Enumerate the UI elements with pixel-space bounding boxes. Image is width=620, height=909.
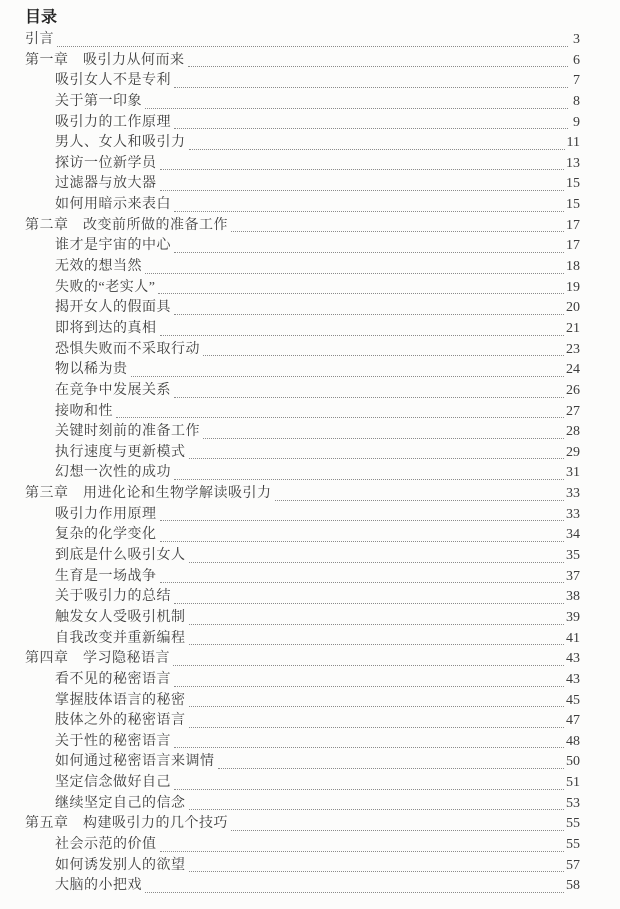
toc-entry-label: 恐惧失败而不采取行动 [55, 341, 200, 357]
dot-leader [203, 355, 564, 356]
dot-leader [189, 149, 565, 150]
toc-chapter-row [25, 649, 580, 670]
toc-entry-page: 8 [573, 93, 580, 109]
toc-entry-page: 19 [566, 279, 580, 295]
toc-entry-label: 触发女人受吸引机制 [55, 609, 186, 625]
dot-leader [160, 541, 565, 542]
toc-entry-page: 35 [566, 548, 580, 564]
dot-leader [160, 169, 565, 170]
toc-section-row [25, 546, 580, 567]
toc-section-row [25, 752, 580, 773]
dot-leader [158, 293, 564, 294]
dot-leader [203, 438, 564, 439]
toc-entry-page: 17 [566, 217, 580, 233]
dot-leader [189, 871, 565, 872]
toc-entry-page: 51 [566, 775, 580, 791]
toc-entry-page: 41 [566, 630, 580, 646]
dot-leader [174, 87, 568, 88]
toc-entry-label: 复杂的化学变化 [55, 527, 157, 543]
dot-leader [174, 211, 564, 212]
dot-leader [160, 190, 565, 191]
toc-entry-page: 57 [566, 857, 580, 873]
toc-chapter-row [25, 814, 580, 835]
toc-entry-page: 33 [566, 486, 580, 502]
toc-section-row [25, 629, 580, 650]
toc-section-row [25, 835, 580, 856]
dot-leader [174, 603, 564, 604]
toc-entry-page: 27 [566, 403, 580, 419]
toc-entry-label: 执行速度与更新模式 [55, 444, 186, 460]
toc-entry-page: 43 [566, 671, 580, 687]
dot-leader [145, 892, 564, 893]
toc-entry-page: 38 [566, 589, 580, 605]
dot-leader [131, 376, 565, 377]
toc-entry-label: 过滤器与放大器 [55, 176, 157, 192]
toc-entry-page: 37 [566, 568, 580, 584]
toc-entry-page: 3 [573, 32, 580, 47]
toc-section-row [25, 340, 580, 361]
dot-leader [189, 809, 565, 810]
toc-entry-label: 肢体之外的秘密语言 [55, 713, 186, 729]
toc-entry-page: 13 [566, 155, 580, 171]
dot-leader [174, 789, 564, 790]
toc-entry-page: 33 [566, 506, 580, 522]
dot-leader [189, 458, 565, 459]
dot-leader [231, 830, 564, 831]
toc-entry-page: 45 [566, 692, 580, 708]
dot-leader [189, 644, 565, 645]
toc-entry-page: 34 [566, 527, 580, 543]
toc-entry-label: 社会示范的价值 [55, 836, 157, 852]
toc-section-row [25, 587, 580, 608]
dot-leader [189, 727, 565, 728]
toc-entry-label: 失败的“老实人” [55, 279, 156, 295]
toc-entry-label: 大脑的小把戏 [55, 878, 142, 894]
toc-section-row [25, 360, 580, 381]
toc-section-row [25, 422, 580, 443]
toc-section-row [25, 773, 580, 794]
toc-section-row [25, 236, 580, 257]
dot-leader [188, 66, 569, 67]
dot-leader [173, 665, 564, 666]
toc-entry-page: 9 [573, 114, 580, 130]
toc-list [25, 30, 580, 897]
dot-leader [189, 562, 565, 563]
toc-section-row [25, 319, 580, 340]
toc-section-row [25, 381, 580, 402]
dot-leader [189, 706, 565, 707]
toc-entry-label: 谁才是宇宙的中心 [55, 238, 171, 254]
toc-entry-page: 18 [566, 259, 580, 275]
toc-entry-label: 关于吸引力的总结 [55, 589, 171, 605]
toc-entry-page: 7 [573, 73, 580, 89]
toc-entry-page: 29 [566, 444, 580, 460]
toc-entry-label: 如何用暗示来表白 [55, 197, 171, 213]
toc-entry-page: 55 [566, 816, 580, 832]
toc-section-row [25, 505, 580, 526]
toc-entry-label: 第一章 吸引力从何而来 [25, 52, 185, 68]
toc-entry-page: 31 [566, 465, 580, 481]
dot-leader [174, 128, 568, 129]
toc-section-row [25, 876, 580, 897]
toc-entry-page: 50 [566, 754, 580, 770]
toc-section-row [25, 133, 580, 154]
toc-entry-label: 吸引女人不是专利 [55, 73, 171, 89]
toc-entry-page: 11 [566, 135, 580, 151]
toc-entry-label: 第三章 用进化论和生物学解读吸引力 [25, 486, 272, 502]
toc-entry-label: 在竞争中发展关系 [55, 382, 171, 398]
toc-section-row [25, 856, 580, 877]
toc-chapter-row [25, 30, 580, 51]
dot-leader [174, 747, 564, 748]
dot-leader [174, 686, 564, 687]
toc-section-row [25, 402, 580, 423]
toc-chapter-row [25, 216, 580, 237]
toc-entry-page: 15 [566, 197, 580, 213]
toc-section-row [25, 608, 580, 629]
toc-entry-label: 无效的想当然 [55, 259, 142, 275]
toc-section-row [25, 711, 580, 732]
toc-entry-label: 物以稀为贵 [55, 362, 128, 378]
toc-entry-label: 继续坚定自己的信念 [55, 795, 186, 811]
dot-leader [160, 582, 565, 583]
toc-entry-page: 43 [566, 651, 580, 667]
toc-section-row [25, 670, 580, 691]
toc-section-row [25, 174, 580, 195]
toc-section-row [25, 525, 580, 546]
toc-chapter-row [25, 51, 580, 72]
toc-entry-label: 吸引力的工作原理 [55, 114, 171, 130]
toc-entry-label: 男人、女人和吸引力 [55, 135, 186, 151]
dot-leader [57, 46, 568, 47]
toc-entry-label: 第五章 构建吸引力的几个技巧 [25, 816, 228, 832]
dot-leader [174, 314, 564, 315]
toc-entry-page: 58 [566, 878, 580, 894]
toc-section-row [25, 298, 580, 319]
toc-section-row [25, 463, 580, 484]
toc-entry-page: 6 [573, 52, 580, 68]
toc-entry-label: 关于第一印象 [55, 93, 142, 109]
dot-leader [160, 520, 565, 521]
toc-entry-label: 生育是一场战争 [55, 568, 157, 584]
toc-section-row [25, 257, 580, 278]
toc-entry-page: 20 [566, 300, 580, 316]
dot-leader [145, 273, 564, 274]
toc-section-row [25, 278, 580, 299]
toc-section-row [25, 92, 580, 113]
toc-entry-label: 幻想一次性的成功 [55, 465, 171, 481]
toc-entry-label: 即将到达的真相 [55, 320, 157, 336]
toc-chapter-row [25, 484, 580, 505]
toc-entry-page: 28 [566, 424, 580, 440]
toc-entry-label: 第四章 学习隐秘语言 [25, 651, 170, 667]
toc-entry-page: 15 [566, 176, 580, 192]
toc-entry-page: 24 [566, 362, 580, 378]
toc-entry-page: 39 [566, 609, 580, 625]
toc-section-row [25, 195, 580, 216]
toc-section-row [25, 71, 580, 92]
page-title: 目录 [25, 9, 58, 26]
toc-entry-page: 26 [566, 382, 580, 398]
toc-entry-page: 17 [566, 238, 580, 254]
toc-section-row [25, 794, 580, 815]
toc-entry-label: 如何诱发别人的欲望 [55, 857, 186, 873]
dot-leader [174, 479, 564, 480]
dot-leader [160, 851, 565, 852]
toc-entry-label: 关键时刻前的准备工作 [55, 424, 200, 440]
toc-entry-label: 第二章 改变前所做的准备工作 [25, 217, 228, 233]
toc-section-row [25, 443, 580, 464]
toc-entry-page: 47 [566, 713, 580, 729]
toc-entry-label: 到底是什么吸引女人 [55, 548, 186, 564]
dot-leader [160, 335, 565, 336]
toc-entry-page: 55 [566, 836, 580, 852]
dot-leader [275, 500, 565, 501]
toc-entry-page: 23 [566, 341, 580, 357]
toc-section-row [25, 154, 580, 175]
toc-entry-label: 掌握肢体语言的秘密 [55, 692, 186, 708]
toc-entry-label: 看不见的秘密语言 [55, 671, 171, 687]
toc-section-row [25, 691, 580, 712]
toc-entry-label: 探访一位新学员 [55, 155, 157, 171]
dot-leader [116, 417, 564, 418]
dot-leader [145, 108, 568, 109]
toc-section-row [25, 732, 580, 753]
dot-leader [174, 397, 564, 398]
toc-section-row [25, 567, 580, 588]
toc-entry-label: 接吻和性 [55, 403, 113, 419]
dot-leader [231, 231, 564, 232]
toc-entry-label: 揭开女人的假面具 [55, 300, 171, 316]
toc-entry-label: 自我改变并重新编程 [55, 630, 186, 646]
dot-leader [174, 252, 564, 253]
toc-entry-page: 21 [566, 320, 580, 336]
dot-leader [189, 624, 565, 625]
toc-entry-label: 引言 [25, 32, 54, 47]
toc-entry-label: 吸引力作用原理 [55, 506, 157, 522]
toc-entry-page: 53 [566, 795, 580, 811]
dot-leader [218, 768, 565, 769]
toc-entry-label: 坚定信念做好自己 [55, 775, 171, 791]
toc-entry-page: 48 [566, 733, 580, 749]
toc-entry-label: 如何通过秘密语言来调情 [55, 754, 215, 770]
toc-entry-label: 关于性的秘密语言 [55, 733, 171, 749]
toc-section-row [25, 113, 580, 134]
